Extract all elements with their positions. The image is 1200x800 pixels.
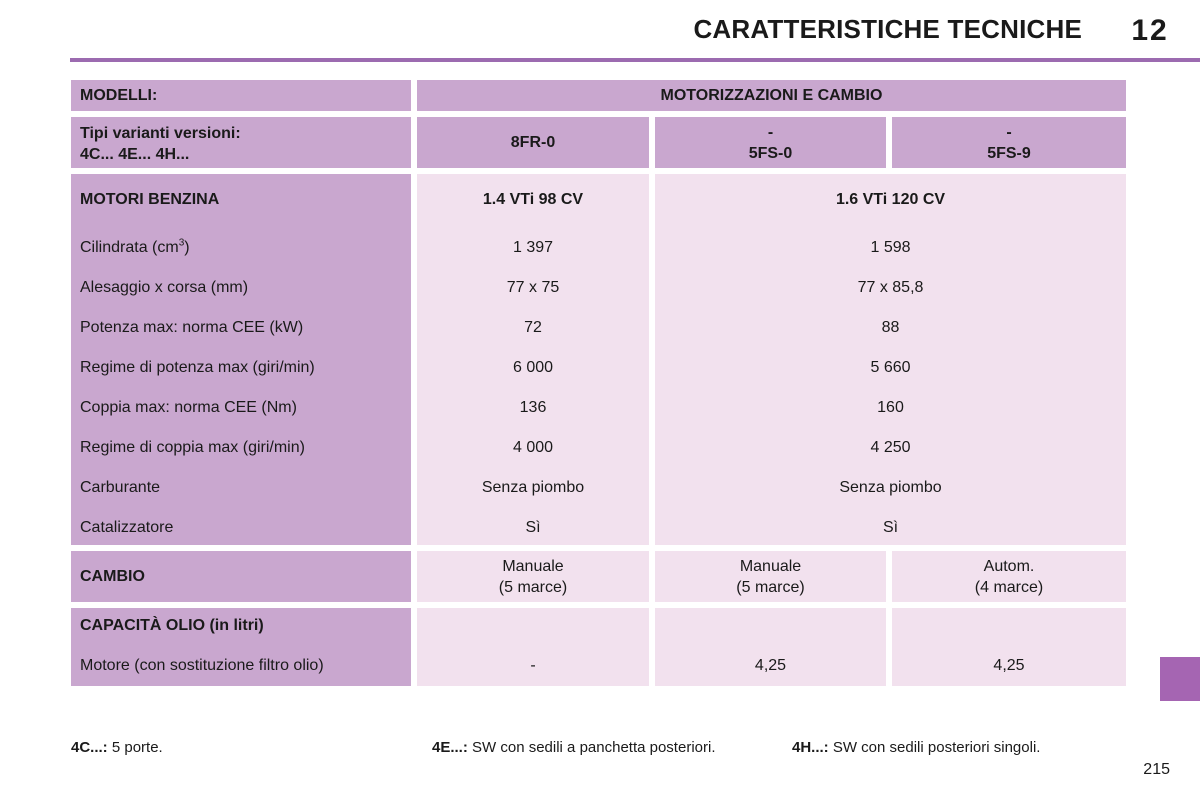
- oil-value: 4,25: [993, 657, 1025, 674]
- page-number: 215: [1143, 761, 1170, 778]
- variant-cell: [892, 117, 1126, 168]
- cambio-cell: [417, 551, 649, 602]
- oil-capacity-heading: CAPACITÀ OLIO (in litri): [80, 617, 264, 634]
- spec-value-engine1: 4 000: [512, 439, 554, 456]
- spec-label-regime-coppia: Regime di coppia max (giri/min): [80, 439, 305, 456]
- spec-value-engine2: Senza piombo: [839, 479, 942, 496]
- engine2-name: 1.6 VTi 120 CV: [835, 191, 946, 208]
- spec-value-engine1: Senza piombo: [481, 479, 585, 496]
- footnote-text: SW con sedili posteriori singoli.: [828, 739, 1041, 756]
- motorizzazioni-header: MOTORIZZAZIONI E CAMBIO: [417, 80, 1126, 111]
- engine1-name: 1.4 VTi 98 CV: [482, 191, 584, 208]
- oil-value: -: [530, 657, 536, 674]
- variant-cell: [417, 117, 649, 168]
- cambio-line2: (4 marce): [974, 578, 1044, 596]
- footnote-code: 4C...:: [71, 739, 108, 756]
- spec-label-text: Cilindrata (cm: [80, 239, 179, 256]
- spec-value-engine1: 6 000: [512, 359, 554, 376]
- variant-line2: 5FS-9: [987, 144, 1031, 162]
- variant-line1: -: [1006, 123, 1012, 141]
- spec-label-potenza: Potenza max: norma CEE (kW): [80, 319, 304, 336]
- spec-value-engine1: Sì: [525, 519, 541, 536]
- footnote-4c: [71, 739, 163, 756]
- tipi-varianti-label: [71, 117, 411, 168]
- spec-label-cilindrata: [80, 238, 190, 258]
- oil-row-label: Motore (con sostituzione filtro olio): [80, 657, 324, 674]
- cambio-label: CAMBIO: [71, 551, 411, 602]
- spec-label-catalizzatore: Catalizzatore: [80, 519, 174, 536]
- cambio-line1: Manuale: [739, 557, 802, 575]
- tipi-varianti-line1: Tipi varianti versioni:: [80, 125, 241, 142]
- spec-label-regime-potenza: Regime di potenza max (giri/min): [80, 359, 315, 376]
- spec-label-end: ): [184, 239, 190, 256]
- spec-value-engine2: 77 x 85,8: [857, 279, 924, 296]
- spec-value-engine2: Sì: [882, 519, 899, 536]
- header-divider: [70, 58, 1200, 62]
- spec-label-coppia: Coppia max: norma CEE (Nm): [80, 399, 297, 416]
- spec-label-sup: 3: [178, 237, 185, 249]
- spec-value-engine1: 136: [519, 399, 547, 416]
- variant-line1: -: [767, 123, 774, 141]
- spec-value-engine2: 160: [877, 399, 904, 416]
- chapter-number: 12: [1131, 14, 1169, 47]
- spec-value-engine2: 88: [881, 319, 900, 336]
- petrol-engines-heading: MOTORI BENZINA: [80, 191, 220, 208]
- cambio-line1: Manuale: [502, 557, 564, 575]
- modelli-header: MODELLI:: [71, 80, 411, 111]
- footnote-text: SW con sedili a panchetta posteriori.: [467, 739, 716, 756]
- cambio-line1: Autom.: [983, 557, 1035, 575]
- cambio-cell: [892, 551, 1126, 602]
- variant-line2: 8FR-0: [510, 134, 556, 151]
- footnote-code: 4E...:: [432, 739, 468, 756]
- spec-label-alesaggio: Alesaggio x corsa (mm): [80, 279, 249, 296]
- chapter-tab: [1160, 657, 1200, 701]
- spec-value-engine1: 72: [524, 319, 542, 336]
- spec-label-carburante: Carburante: [80, 479, 161, 496]
- oil-value: 4,25: [754, 657, 787, 674]
- variant-cell: [655, 117, 886, 168]
- variant-line2: 5FS-0: [748, 144, 793, 162]
- spec-value-engine1: 77 x 75: [506, 279, 560, 296]
- spec-value-engine1: 1 397: [512, 239, 554, 256]
- tipi-varianti-line2: 4C... 4E... 4H...: [80, 146, 190, 163]
- cambio-line2: (5 marce): [736, 578, 805, 596]
- cambio-cell: [655, 551, 886, 602]
- spec-value-engine2: 1 598: [870, 239, 911, 256]
- page-title: CARATTERISTICHE TECNICHE: [693, 14, 1082, 44]
- cambio-line2: (5 marce): [498, 578, 568, 596]
- footnote-4h: [792, 739, 1040, 756]
- spec-value-engine2: 4 250: [870, 439, 911, 456]
- footnote-text: 5 porte.: [107, 739, 163, 756]
- footnote-4e: [432, 739, 715, 756]
- spec-value-engine2: 5 660: [870, 359, 911, 376]
- footnote-code: 4H...:: [792, 739, 829, 756]
